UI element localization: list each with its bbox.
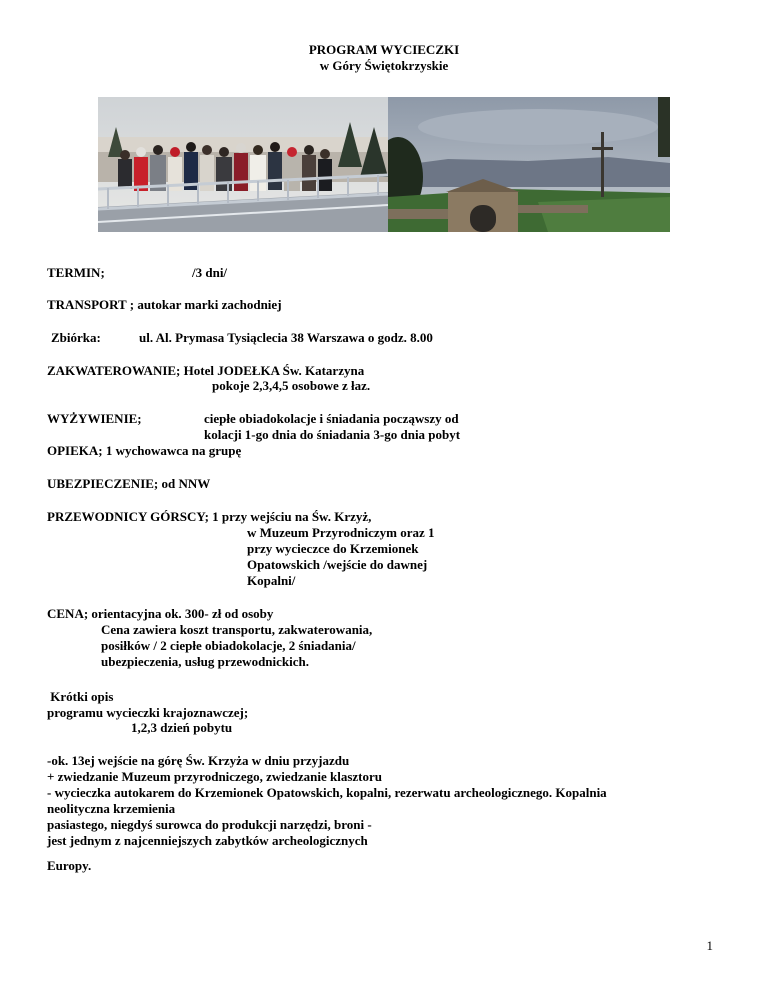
cena-line4: ubezpieczenia, usług przewodnickich. [101, 654, 310, 669]
photo-cross-and-gate [388, 97, 670, 232]
page-number: 1 [706, 938, 713, 953]
cena-line3: posiłków / 2 ciepłe obiadokolacje, 2 śniadania/ [101, 638, 356, 653]
opieka-text: OPIEKA; 1 wychowawca na grupę [47, 443, 242, 458]
program-line7: Europy. [47, 858, 92, 873]
program-line1: -ok. 13ej wejście na górę Św. Krzyża w dniu przyjazdu [47, 753, 350, 768]
termin-value: /3 dni/ [192, 265, 228, 280]
zbiorka-label: Zbiórka: [51, 330, 101, 345]
program-line2: + zwiedzanie Muzeum przyrodniczego, zwiedzanie klasztoru [47, 769, 382, 784]
photo-viewing-platform [98, 97, 388, 232]
przewodnicy-line1: PRZEWODNICY GÓRSCY; 1 przy wejściu na Św. Krzyż, [47, 509, 372, 524]
przewodnicy-line2: w Muzeum Przyrodniczym oraz 1 [247, 525, 435, 540]
zbiorka-value: ul. Al. Prymasa Tysiąclecia 38 Warszawa o godz. 8.00 [139, 330, 433, 345]
wyzywienie-label: WYŻYWIENIE; [47, 411, 142, 426]
program-line5: pasiastego, niegdyś surowca do produkcji narzędzi, broni - [47, 817, 372, 832]
ubezpieczenie-text: UBEZPIECZENIE; od NNW [47, 476, 211, 491]
page-title: PROGRAM WYCIECZKI [308, 42, 460, 57]
opis-line3: 1,2,3 dzień pobytu [131, 720, 233, 735]
cena-line1: CENA; orientacyjna ok. 300- zł od osoby [47, 606, 274, 621]
transport-text: TRANSPORT ; autokar marki zachodniej [47, 297, 282, 312]
program-line3: - wycieczka autokarem do Krzemionek Opatowskich, kopalni, rezerwatu archeologicznego. Kopalnia [47, 785, 607, 800]
przewodnicy-line5: Kopalni/ [247, 573, 296, 588]
opis-line2: programu wycieczki krajoznawczej; [47, 705, 249, 720]
przewodnicy-line4: Opatowskich /wejście do dawnej [247, 557, 428, 572]
wyzywienie-line2: kolacji 1-go dnia do śniadania 3-go dnia pobyt [204, 427, 461, 442]
program-line4: neolityczna krzemienia [47, 801, 176, 816]
program-line6: jest jednym z najcenniejszych zabytków archeologicznych [47, 833, 368, 848]
zakwaterowanie-line2: pokoje 2,3,4,5 osobowe z łaz. [212, 378, 371, 393]
opis-line1: Krótki opis [47, 689, 114, 704]
page-subtitle: w Góry Świętokrzyskie [319, 58, 449, 73]
cena-line2: Cena zawiera koszt transportu, zakwaterowania, [101, 622, 373, 637]
zakwaterowanie-line1: ZAKWATEROWANIE; Hotel JODEŁKA Św. Katarzyna [47, 363, 365, 378]
przewodnicy-line3: przy wycieczce do Krzemionek [247, 541, 419, 556]
wyzywienie-line1: ciepłe obiadokolacje i śniadania począwszy od [204, 411, 459, 426]
termin-label: TERMIN; [47, 265, 105, 280]
